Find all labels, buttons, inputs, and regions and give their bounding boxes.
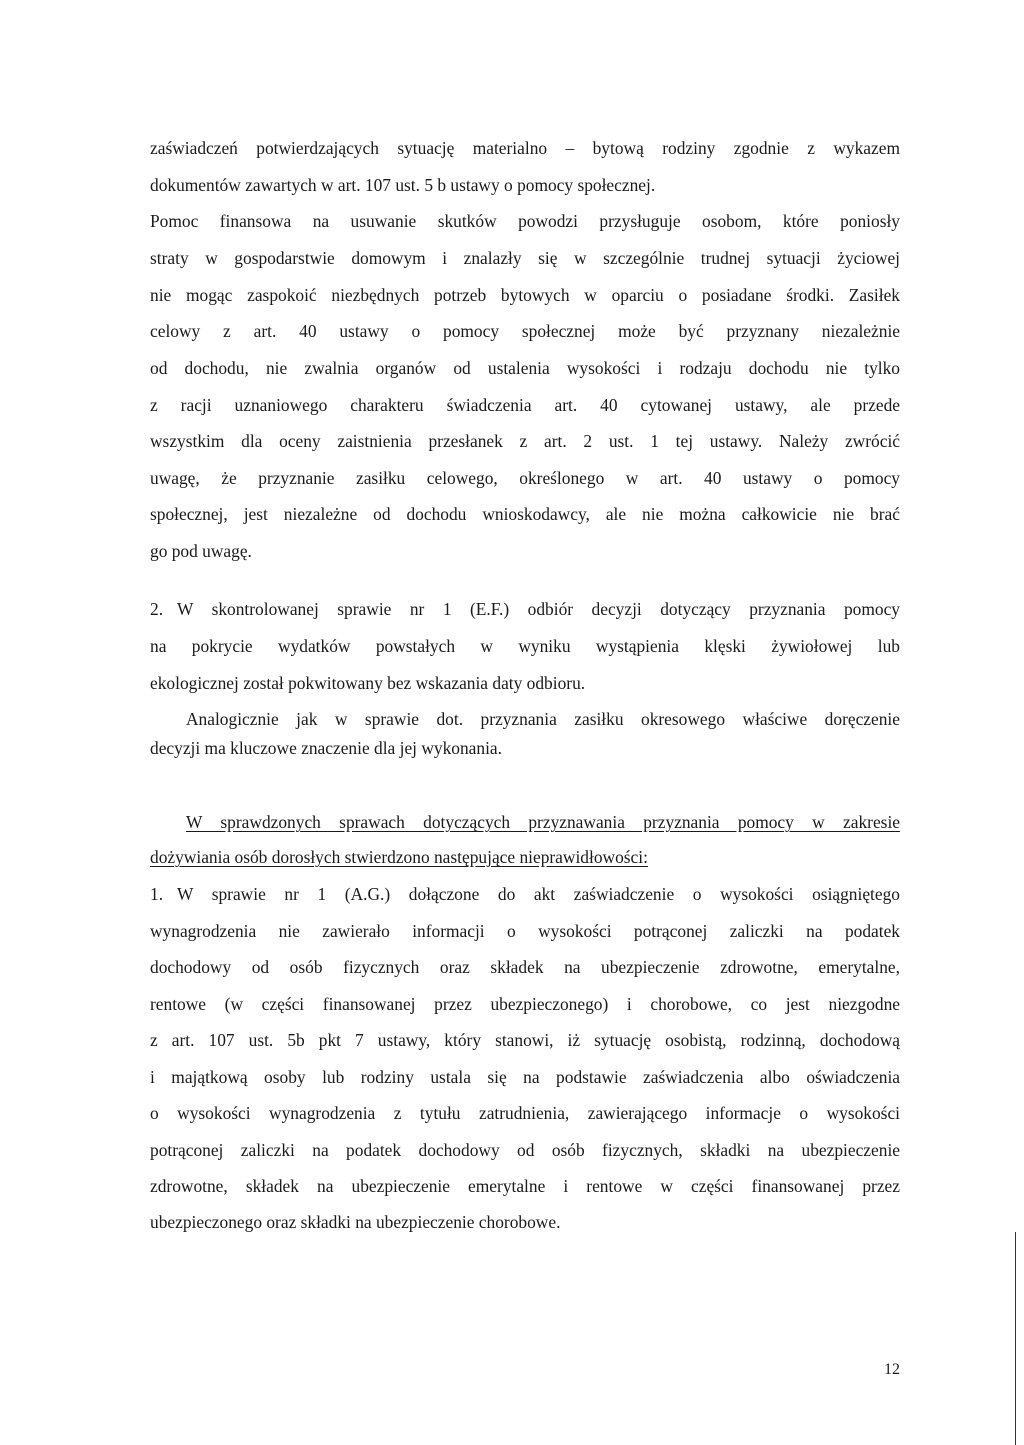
item-2-line-2: na pokrycie wydatków powstałych w wyniku wystąpienia klęski żywiołowej lub [150, 636, 900, 656]
scan-edge-line [1015, 1232, 1016, 1445]
item-1-line-10: ubezpieczonego oraz składki na ubezpieczenie chorobowe. [150, 1212, 561, 1232]
item-1-number: 1. [150, 884, 164, 904]
page-number: 12 [884, 1361, 900, 1378]
item-1-line-8: potrąconej zaliczki na podatek dochodowy od osób fizycznych, składki na ubezpieczenie [150, 1140, 900, 1160]
item-1-line-6: i majątkową osoby lub rodziny ustala się na podstawie zaświadczenia albo oświadczenia [150, 1067, 900, 1087]
item-1-line-7: o wysokości wynagrodzenia z tytułu zatrudnienia, zawierającego informacje o wysokości [150, 1103, 900, 1123]
item-1-line-4: rentowe (w części finansowanej przez ubezpieczonego) i chorobowe, co jest niezgodne [150, 994, 900, 1014]
item-2-number: 2. [150, 599, 164, 619]
paragraph-2-line-3: nie mogąc zaspokoić niezbędnych potrzeb bytowych w oparciu o posiadane środki. Zasiłek [150, 285, 900, 305]
paragraph-2-line-4: celowy z art. 40 ustawy o pomocy społecznej może być przyznany niezależnie [150, 321, 900, 341]
item-1-line-2: wynagrodzenia nie zawierało informacji o wysokości potrąconej zaliczki na podatek [150, 921, 900, 941]
item-2-line-3: ekologicznej został pokwitowany bez wskazania daty odbioru. [150, 673, 586, 693]
item-1-line-5: z art. 107 ust. 5b pkt 7 ustawy, który stanowi, iż sytuację osobistą, rodzinną, dochodową [150, 1030, 900, 1050]
item-1-line-9: zdrowotne, składek na ubezpieczenie emerytalne i rentowe w części finansowanej przez [150, 1176, 900, 1196]
paragraph-2-line-1: Pomoc finansowa na usuwanie skutków powodzi przysługuje osobom, które poniosły [150, 211, 900, 231]
paragraph-2-line-6: z racji uznaniowego charakteru świadczenia art. 40 cytowanej ustawy, ale przede [150, 395, 900, 415]
paragraph-2-line-5: od dochodu, nie zwalnia organów od ustalenia wysokości i rodzaju dochodu nie tylko [150, 358, 900, 378]
paragraph-2-line-7: wszystkim dla oceny zaistnienia przesłanek z art. 2 ust. 1 tej ustawy. Należy zwrócić [150, 431, 900, 451]
item-2-line-1: W skontrolowanej sprawie nr 1 (E.F.) odbiór decyzji dotyczący przyznania pomocy [177, 599, 900, 619]
paragraph-2-line-9: społecznej, jest niezależne od dochodu wnioskodawcy, ale nie można całkowicie nie brać [150, 504, 900, 524]
item-1-line-1: W sprawie nr 1 (A.G.) dołączone do akt zaświadczenie o wysokości osiągniętego [177, 884, 900, 904]
paragraph-2-line-8: uwagę, że przyznanie zasiłku celowego, określonego w art. 40 ustawy o pomocy [150, 468, 900, 488]
item-1-line-3: dochodowy od osób fizycznych oraz składek na ubezpieczenie zdrowotne, emerytalne, [150, 957, 900, 977]
paragraph-1-line-1: zaświadczeń potwierdzających sytuację materialno – bytową rodziny zgodnie z wykazem [150, 138, 900, 158]
paragraph-3-line-2: decyzji ma kluczowe znaczenie dla jej wykonania. [150, 738, 502, 758]
paragraph-3-line-1: Analogicznie jak w sprawie dot. przyznania zasiłku okresowego właściwe doręczenie [186, 709, 900, 729]
paragraph-2-line-10: go pod uwagę. [150, 541, 252, 561]
paragraph-2-line-2: straty w gospodarstwie domowym i znalazły się w szczególnie trudnej sytuacji życiowej [150, 248, 900, 268]
section-heading-line-1: W sprawdzonych sprawach dotyczących przyznawania przyznania pomocy w zakresie [186, 812, 900, 832]
paragraph-1-line-2: dokumentów zawartych w art. 107 ust. 5 b ustawy o pomocy społecznej. [150, 175, 656, 195]
section-heading-line-2: dożywiania osób dorosłych stwierdzono następujące nieprawidłowości: [150, 847, 648, 867]
